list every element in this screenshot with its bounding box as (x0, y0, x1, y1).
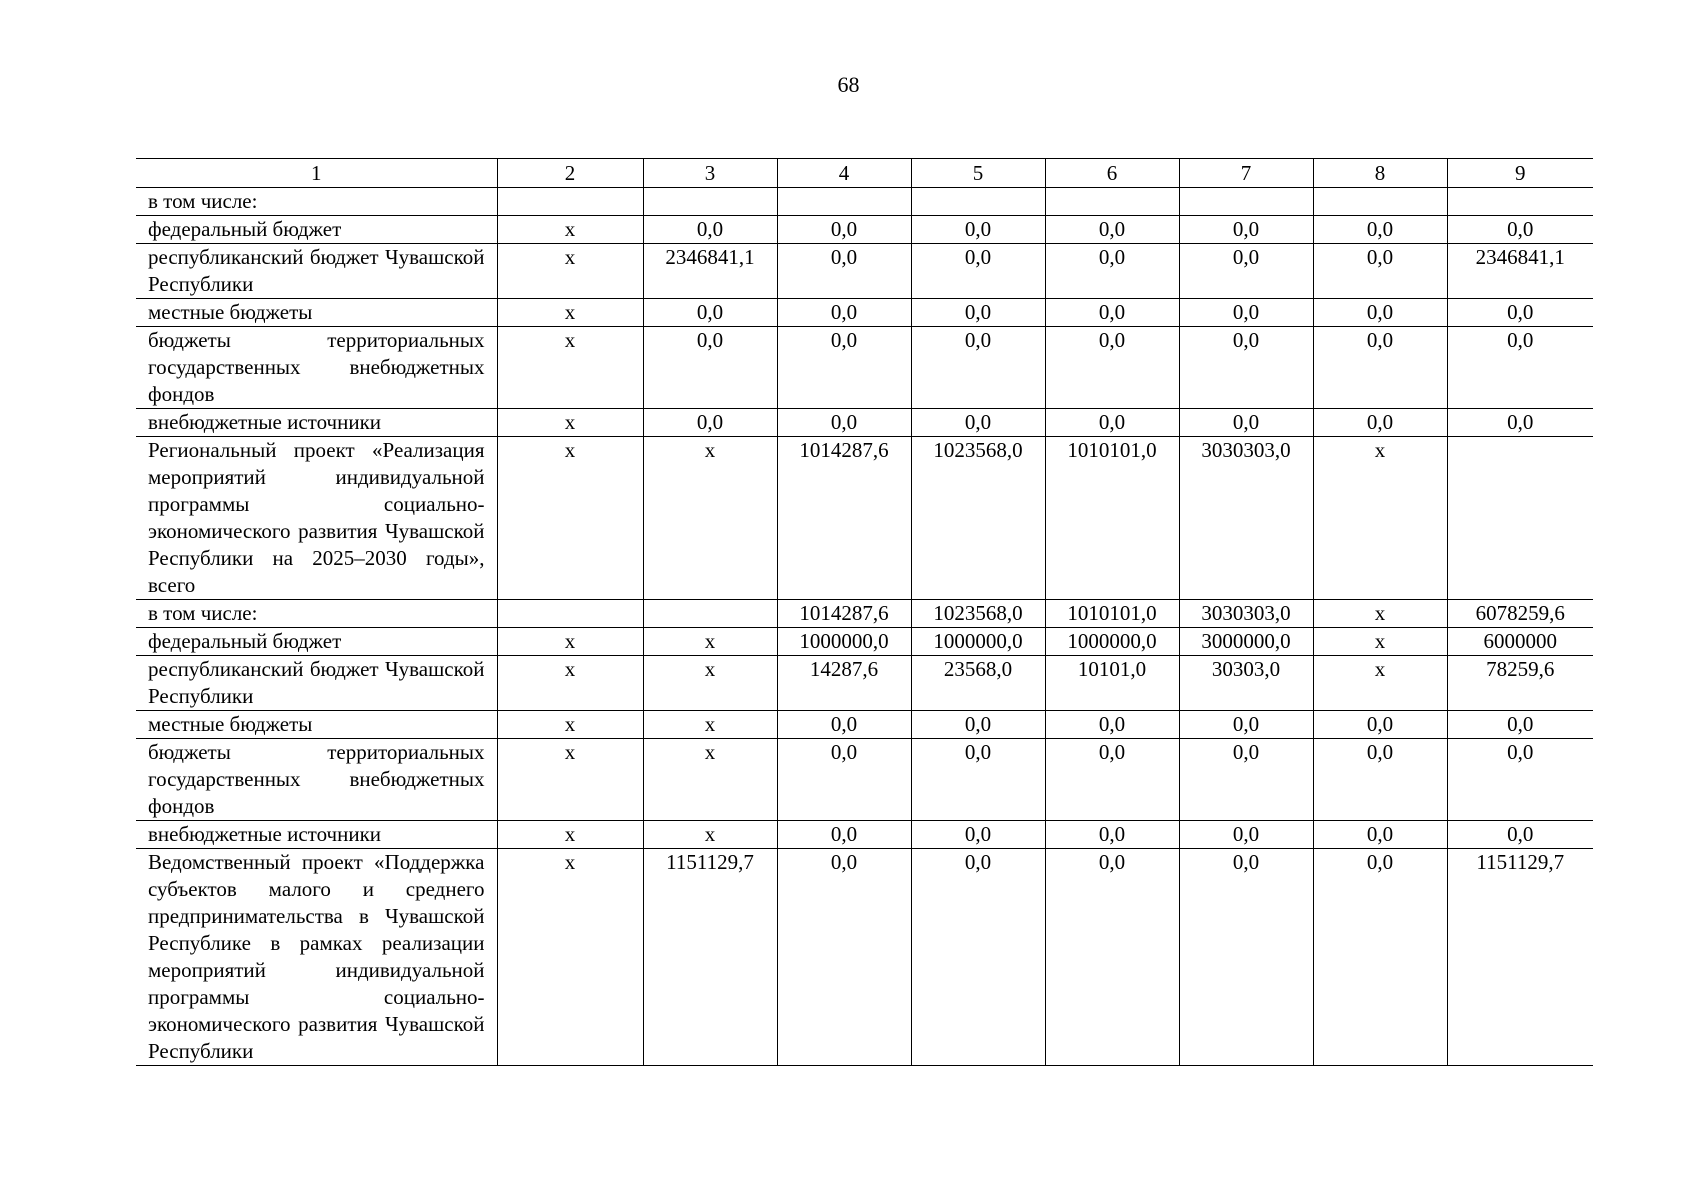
table-cell: х (497, 244, 643, 299)
table-cell: 3030303,0 (1179, 437, 1313, 600)
header-cell: 9 (1447, 159, 1593, 188)
table-cell: 0,0 (1313, 327, 1447, 409)
table-cell: 1151129,7 (643, 849, 777, 1066)
table-cell: 0,0 (911, 244, 1045, 299)
table-cell: х (497, 739, 643, 821)
table-cell: 0,0 (1313, 299, 1447, 327)
table-cell: 78259,6 (1447, 656, 1593, 711)
table-cell: 0,0 (1447, 327, 1593, 409)
page-number: 68 (837, 72, 860, 97)
table-cell: 30303,0 (1179, 656, 1313, 711)
row-label: в том числе: (136, 600, 497, 628)
row-label: республиканский бюджет Чувашской Республики (136, 656, 497, 711)
table-cell: 6078259,6 (1447, 600, 1593, 628)
table-cell: 0,0 (911, 216, 1045, 244)
table-cell: 0,0 (911, 409, 1045, 437)
table-cell (1447, 188, 1593, 216)
header-cell: 7 (1179, 159, 1313, 188)
table-row (136, 299, 1593, 327)
row-label: местные бюджеты (136, 711, 497, 739)
row-label: местные бюджеты (136, 299, 497, 327)
table-cell: 0,0 (1179, 711, 1313, 739)
table-cell: х (1313, 656, 1447, 711)
table-cell: 0,0 (1045, 409, 1179, 437)
table-cell: х (643, 711, 777, 739)
table-cell: 0,0 (777, 711, 911, 739)
row-label: Региональный проект «Реализация мероприятий индивидуальной программы социально-экономического развития Чувашской Республики на 2025–2030 годы», всего (136, 437, 497, 600)
row-label: республиканский бюджет Чувашской Республики (136, 244, 497, 299)
table-cell: х (497, 216, 643, 244)
table-row (136, 409, 1593, 437)
table-cell: 1010101,0 (1045, 600, 1179, 628)
table-cell: 0,0 (911, 849, 1045, 1066)
table-cell: 0,0 (911, 739, 1045, 821)
table-cell (497, 188, 643, 216)
table-cell: 6000000 (1447, 628, 1593, 656)
table-cell: 0,0 (911, 711, 1045, 739)
table-row (136, 188, 1593, 216)
table-cell: 0,0 (1045, 739, 1179, 821)
table-cell: 14287,6 (777, 656, 911, 711)
table-cell: х (497, 849, 643, 1066)
table-cell: 0,0 (1045, 327, 1179, 409)
table-cell: 0,0 (643, 299, 777, 327)
table-cell: 0,0 (643, 409, 777, 437)
table-cell: 3000000,0 (1179, 628, 1313, 656)
table-cell: 1010101,0 (1045, 437, 1179, 600)
table-cell: 0,0 (777, 409, 911, 437)
table-cell: 0,0 (643, 216, 777, 244)
header-cell: 6 (1045, 159, 1179, 188)
table-cell: 1151129,7 (1447, 849, 1593, 1066)
table-cell: х (1313, 628, 1447, 656)
row-label: бюджеты территориальных государственных внебюджетных фондов (136, 327, 497, 409)
table-cell: 0,0 (777, 327, 911, 409)
table-cell: 0,0 (777, 299, 911, 327)
table-cell: 0,0 (1447, 216, 1593, 244)
table-cell: 0,0 (1313, 409, 1447, 437)
table-cell: 0,0 (1045, 821, 1179, 849)
table-cell: 10101,0 (1045, 656, 1179, 711)
table-cell: х (1313, 600, 1447, 628)
header-cell: 1 (136, 159, 497, 188)
table-cell (1313, 188, 1447, 216)
table-cell (1179, 188, 1313, 216)
table-cell: 0,0 (1447, 409, 1593, 437)
table-cell: х (643, 656, 777, 711)
table-cell: х (643, 628, 777, 656)
table-cell: 0,0 (1179, 821, 1313, 849)
table-cell: 1000000,0 (911, 628, 1045, 656)
table-cell (497, 600, 643, 628)
table-cell: х (643, 821, 777, 849)
table-cell: 0,0 (911, 327, 1045, 409)
table-row (136, 600, 1593, 628)
table-cell: 1023568,0 (911, 437, 1045, 600)
budget-table (136, 158, 1593, 1066)
table-cell: 0,0 (1179, 327, 1313, 409)
table-cell: 0,0 (1447, 821, 1593, 849)
table-cell: 2346841,1 (1447, 244, 1593, 299)
header-cell: 3 (643, 159, 777, 188)
table-row (136, 437, 1593, 600)
table-row (136, 849, 1593, 1066)
table-row (136, 739, 1593, 821)
table-cell (911, 188, 1045, 216)
table-header-row (136, 159, 1593, 188)
table-cell: 1023568,0 (911, 600, 1045, 628)
table-row (136, 216, 1593, 244)
table-row (136, 244, 1593, 299)
table-row (136, 711, 1593, 739)
header-cell: 5 (911, 159, 1045, 188)
table-cell: 0,0 (1313, 821, 1447, 849)
table-cell: х (497, 327, 643, 409)
table-cell (777, 188, 911, 216)
table-cell: 0,0 (1447, 739, 1593, 821)
table-cell: х (643, 739, 777, 821)
row-label: федеральный бюджет (136, 628, 497, 656)
row-label: в том числе: (136, 188, 497, 216)
row-label: внебюджетные источники (136, 409, 497, 437)
table-cell: 0,0 (777, 821, 911, 849)
table-cell: 0,0 (1313, 849, 1447, 1066)
table-cell: х (1313, 437, 1447, 600)
table-cell: 0,0 (777, 739, 911, 821)
table-cell: 1014287,6 (777, 600, 911, 628)
header-cell: 4 (777, 159, 911, 188)
table-cell (1447, 437, 1593, 600)
table-cell: х (497, 656, 643, 711)
table-cell: х (497, 711, 643, 739)
table-cell: 0,0 (1045, 244, 1179, 299)
row-label: внебюджетные источники (136, 821, 497, 849)
table-cell: 0,0 (1179, 409, 1313, 437)
table-cell: 0,0 (1313, 216, 1447, 244)
table-cell: 3030303,0 (1179, 600, 1313, 628)
table-row (136, 821, 1593, 849)
table-cell: 1000000,0 (777, 628, 911, 656)
table-cell: 0,0 (1179, 849, 1313, 1066)
table-cell (1045, 188, 1179, 216)
table-cell: х (643, 437, 777, 600)
table-cell: х (497, 409, 643, 437)
table-cell: 0,0 (1313, 244, 1447, 299)
table-cell: 0,0 (1313, 739, 1447, 821)
table-cell: 0,0 (777, 849, 911, 1066)
table-cell: 0,0 (777, 216, 911, 244)
table-cell: 0,0 (1045, 299, 1179, 327)
table-row (136, 656, 1593, 711)
table-cell: 0,0 (1447, 299, 1593, 327)
table-cell: 0,0 (911, 821, 1045, 849)
table-cell: 0,0 (1447, 711, 1593, 739)
table-cell: 0,0 (777, 244, 911, 299)
table-cell: 0,0 (911, 299, 1045, 327)
table-cell: 1014287,6 (777, 437, 911, 600)
table-cell: 0,0 (1179, 299, 1313, 327)
row-label: федеральный бюджет (136, 216, 497, 244)
table-cell: х (497, 628, 643, 656)
table-cell: 0,0 (1179, 739, 1313, 821)
row-label: Ведомственный проект «Поддержка субъектов малого и среднего предпринимательства в Чувашской Республике в рамках реализации мероприятий индивидуальной программы социально-экономического развития Чувашской Республики (136, 849, 497, 1066)
table-cell: 23568,0 (911, 656, 1045, 711)
table-row (136, 628, 1593, 656)
table-cell (643, 600, 777, 628)
table-cell: 2346841,1 (643, 244, 777, 299)
row-label: бюджеты территориальных государственных внебюджетных фондов (136, 739, 497, 821)
table-cell: 0,0 (1045, 711, 1179, 739)
table-cell: 0,0 (1179, 216, 1313, 244)
table-row (136, 327, 1593, 409)
table-cell: 0,0 (1045, 849, 1179, 1066)
table-cell: 1000000,0 (1045, 628, 1179, 656)
table-cell: 0,0 (643, 327, 777, 409)
header-cell: 8 (1313, 159, 1447, 188)
table-cell: х (497, 299, 643, 327)
table-cell: 0,0 (1313, 711, 1447, 739)
table-cell: 0,0 (1045, 216, 1179, 244)
table-cell: 0,0 (1179, 244, 1313, 299)
table-cell (643, 188, 777, 216)
header-cell: 2 (497, 159, 643, 188)
table-cell: х (497, 821, 643, 849)
table-cell: х (497, 437, 643, 600)
